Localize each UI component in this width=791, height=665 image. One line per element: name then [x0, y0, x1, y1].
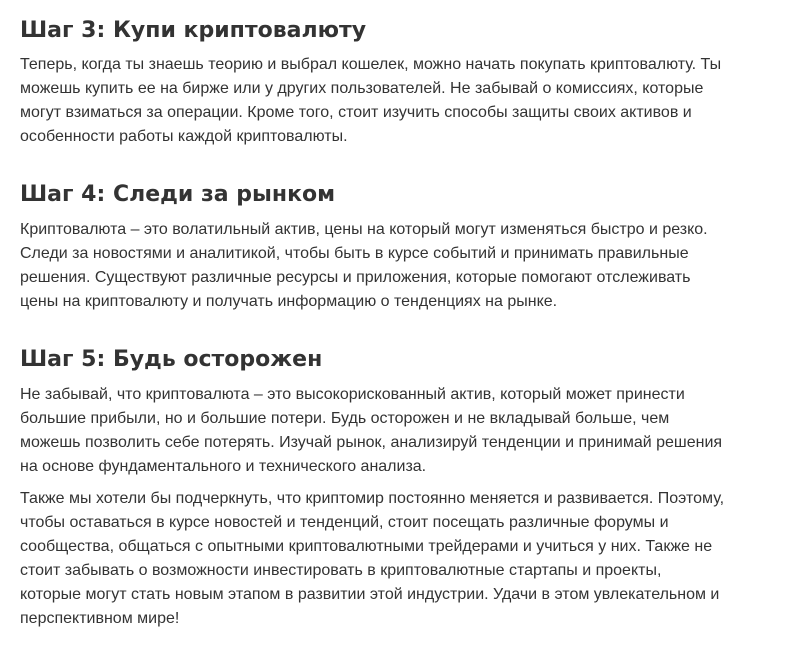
closing-paragraph [20, 487, 740, 631]
text-line: решения. Существуют различные ресурсы и приложения, которые помогают отслеживать [20, 269, 691, 286]
text-line: стоит забывать о возможности инвестировать в криптовалютные стартапы и проекты, [20, 562, 662, 579]
step-5-heading: Шаг 5: Будь осторожен [20, 347, 323, 372]
text-line: Следи за новостями и аналитикой, чтобы быть в курсе событий и принимать правильные [20, 245, 689, 262]
text-line: Также мы хотели бы подчеркнуть, что криптомир постоянно меняется и развивается. Поэтому, [20, 490, 725, 507]
text-line: цены на криптовалюту и получать информацию о тенденциях на рынке. [20, 293, 558, 310]
text-line: Не забывай, что криптовалюта – это высокорискованный актив, который может принести [20, 386, 685, 403]
text-line: могут взиматься за операции. Кроме того, стоит изучить способы защиты своих активов и [20, 104, 692, 121]
step-3-heading: Шаг 3: Купи криптовалюту [20, 18, 367, 43]
text-line: Криптовалюта – это волатильный актив, цены на который могут изменяться быстро и резко. [20, 221, 708, 238]
text-line: особенности работы каждой криптовалюты. [20, 128, 348, 145]
text-line: на основе фундаментального и технического анализа. [20, 458, 427, 475]
step-3-paragraph [20, 53, 740, 149]
text-line: можешь купить ее на бирже или у других пользователей. Не забывай о комиссиях, которые [20, 80, 704, 97]
step-4-heading: Шаг 4: Следи за рынком [20, 182, 336, 207]
text-line: которые могут стать новым этапом в развитии этой индустрии. Удачи в этом увлекательном и [20, 586, 720, 603]
text-line: большие прибыли, но и большие потери. Будь осторожен и не вкладывай больше, чем [20, 410, 670, 427]
step-5-paragraph [20, 383, 740, 479]
text-line: чтобы оставаться в курсе новостей и тенденций, стоит посещать различные форумы и [20, 514, 669, 531]
step-4-paragraph [20, 218, 740, 314]
text-line: перспективном мире! [20, 610, 180, 627]
text-line: можешь позволить себе потерять. Изучай рынок, анализируй тенденции и принимай решения [20, 434, 723, 451]
text-line: Теперь, когда ты знаешь теорию и выбрал кошелек, можно начать покупать криптовалюту. Ты [20, 56, 722, 73]
text-line: сообщества, общаться с опытными криптовалютными трейдерами и учиться у них. Также не [20, 538, 713, 555]
